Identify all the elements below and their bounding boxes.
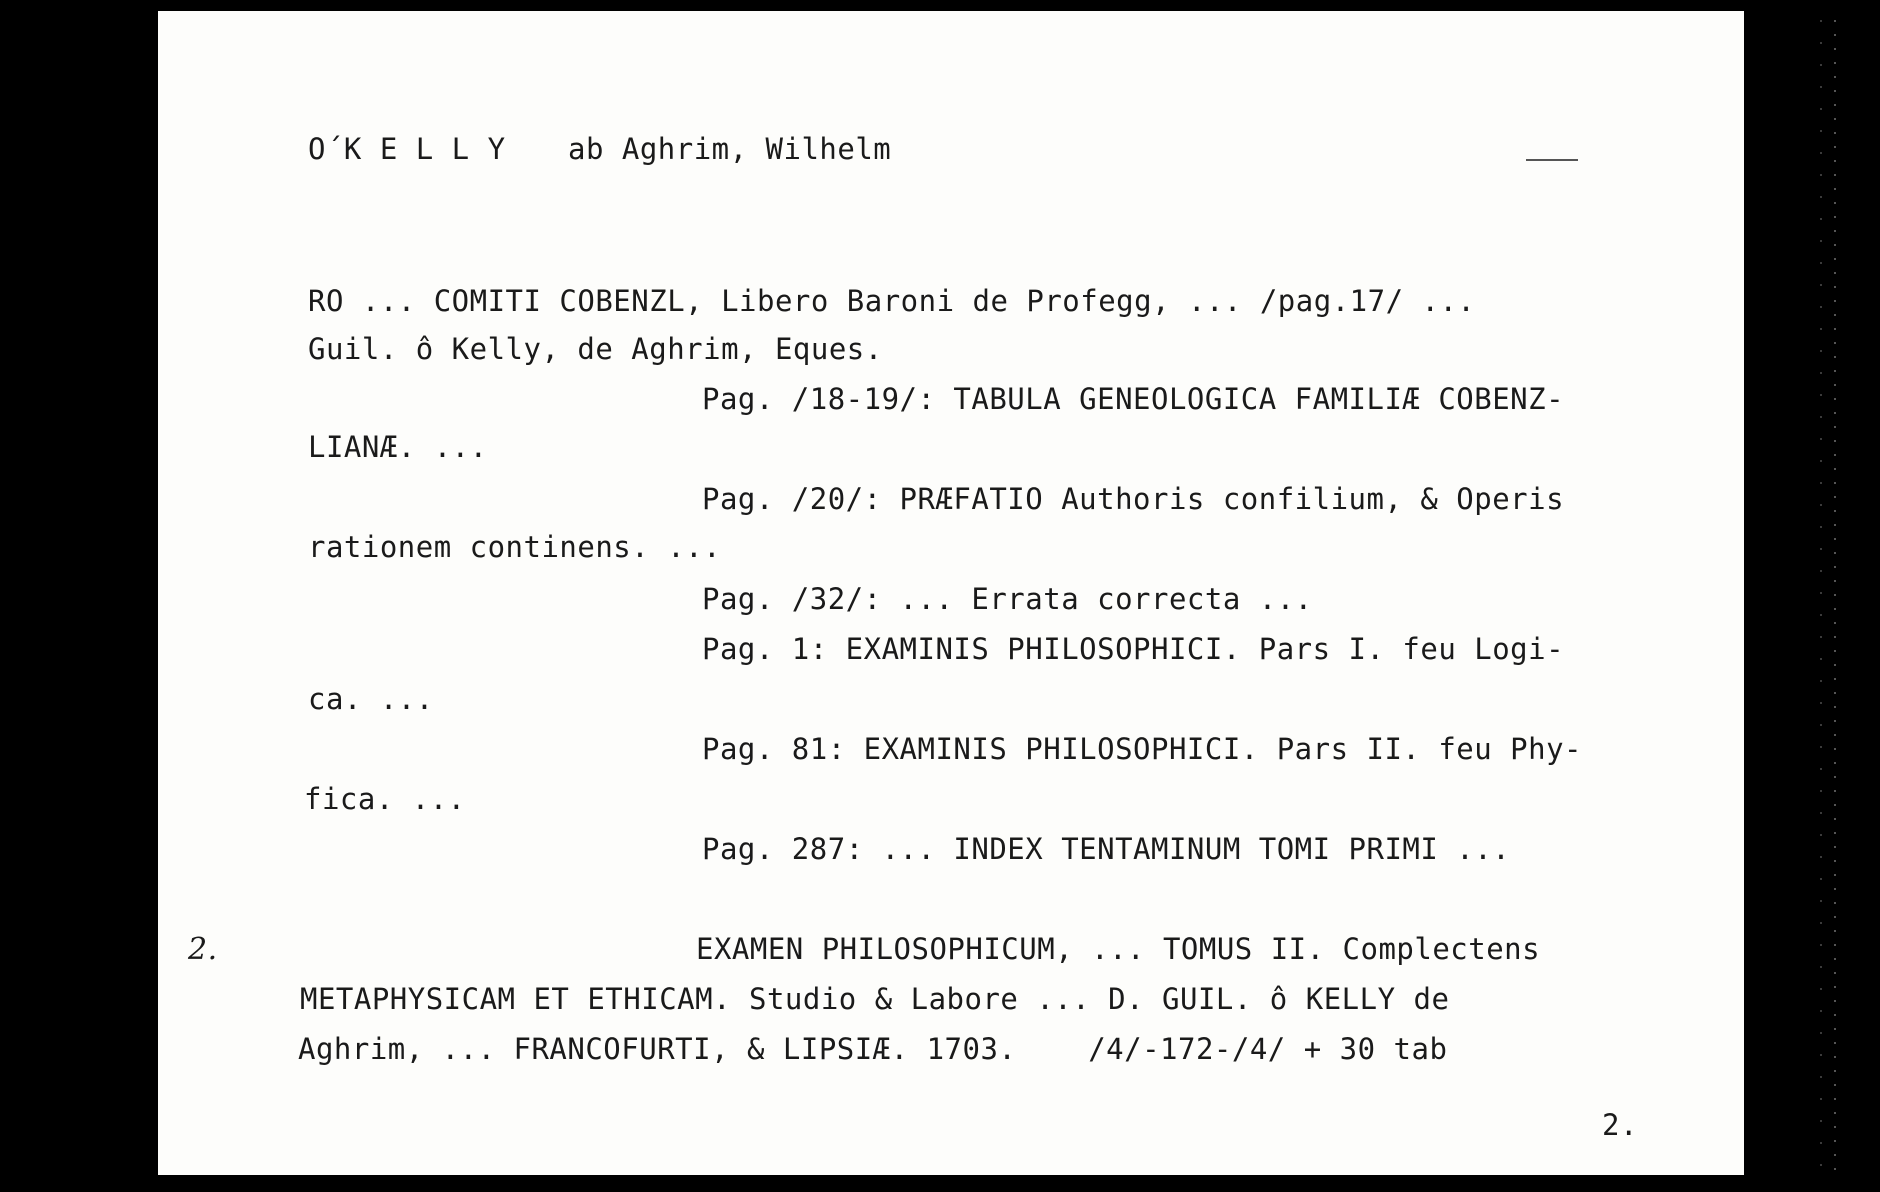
entry1-line-4: LIANÆ. ... [308,430,488,464]
entry1-line-11: fica. ... [304,782,466,816]
pencil-dash-mark [1526,159,1578,161]
entry1-line-5: Pag. /20/: PRÆFATIO Authoris confilium, & Operis [702,482,1565,516]
catalog-card [158,11,1744,1175]
entry1-line-12: Pag. 287: ... INDEX TENTAMINUM TOMI PRIMI ... [702,832,1511,866]
entry2-line-1: EXAMEN PHILOSOPHICUM, ... TOMUS II. Complectens [696,932,1541,966]
entry1-line-6: rationem continens. ... [308,530,722,564]
card-heading-forename: ab Aghrim, Wilhelm [568,132,892,166]
film-edge-dots-inner [1820,20,1822,1170]
entry1-line-1: RO ... COMITI COBENZL, Libero Baroni de Profegg, ... /pag.17/ ... [308,284,1476,318]
entry1-line-8: Pag. 1: EXAMINIS PHILOSOPHICI. Pars I. feu Logi- [702,632,1565,666]
entry2-line-2: METAPHYSICAM ET ETHICAM. Studio & Labore ... D. GUIL. ô KELLY de [300,982,1450,1016]
entry1-line-7: Pag. /32/: ... Errata correcta ... [702,582,1313,616]
entry2-line-3: Aghrim, ... FRANCOFURTI, & LIPSIÆ. 1703. /4/-172-/4/ + 30 tab [298,1032,1448,1066]
entry1-line-9: ca. ... [308,682,434,716]
film-edge [1744,0,1880,1192]
page-number: 2. [1602,1108,1638,1142]
entry1-line-2: Guil. ô Kelly, de Aghrim, Eques. [308,332,883,366]
entry1-line-10: Pag. 81: EXAMINIS PHILOSOPHICI. Pars II. feu Phy- [702,732,1583,766]
entry2-number: 2. [188,932,218,967]
entry1-line-3: Pag. /18-19/: TABULA GENEOLOGICA FAMILIÆ COBENZ- [702,382,1565,416]
film-edge-dots [1834,20,1836,1170]
card-heading-surname: O´K E L L Y [308,132,506,166]
